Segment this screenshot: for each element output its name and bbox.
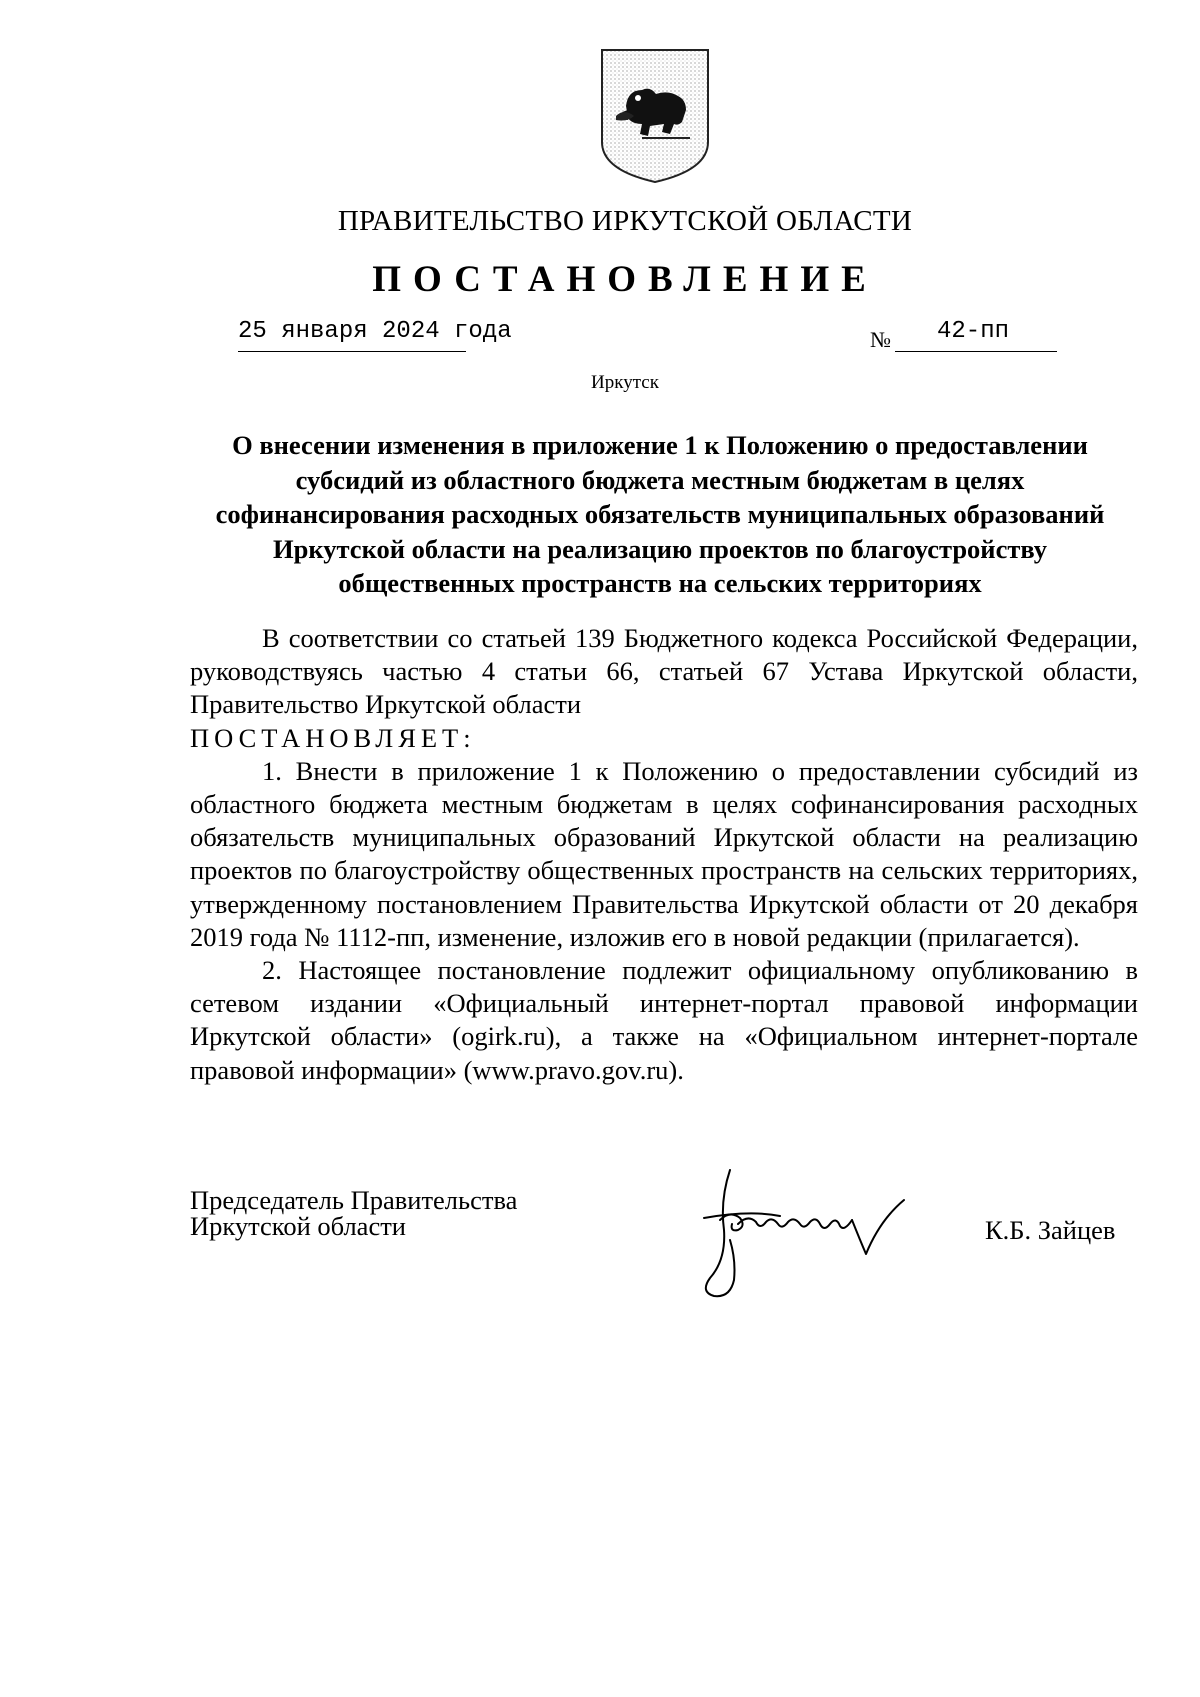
document-title: О внесении изменения в приложение 1 к Положению о предоставлении субсидий из областного бюджета местным бюджетам в целях софинансирования расходных обязательств муниципальных образований Иркутской области на реализацию проектов по благоустройству общественных пространств на сельских территориях: [215, 430, 1105, 598]
item-2-paragraph: 2. Настоящее постановление подлежит официальному опубликованию в сетевом издании «Официальный интернет-портал правовой информации Иркутской области» (ogirk.ru), а также на «Официальном интернет-портале правовой информации» (www.pravo.gov.ru).: [190, 955, 1138, 1085]
document-date-suffix: года: [454, 318, 512, 345]
signer-role-line-1: Председатель Правительства: [190, 1185, 518, 1215]
city-name: Иркутск: [591, 372, 659, 393]
signer-name: К.Б. Зайцев: [985, 1215, 1116, 1245]
signer-role-line-2: Иркутской области: [190, 1211, 406, 1241]
decree-word: ПОСТАНОВЛЯЕТ:: [190, 722, 476, 753]
document-date: 25 января 2024: [238, 318, 466, 352]
coat-of-arms-emblem: [598, 46, 712, 186]
handwritten-signature: [690, 1160, 930, 1300]
signer-role: [190, 1187, 517, 1239]
preamble-paragraph: В соответствии со статьей 139 Бюджетного кодекса Российской Федерации, руководствуясь частью 4 статьи 66, статьей 67 Устава Иркутской области, Правительство Иркутской области: [190, 623, 1138, 720]
document-number: 42-пп: [895, 318, 1057, 352]
document-type: ПОСТАНОВЛЕНИЕ: [372, 259, 878, 300]
item-1-paragraph: 1. Внести в приложение 1 к Положению о предоставлении субсидий из областного бюджета местным бюджетам в целях софинансирования расходных обязательств муниципальных образований Иркутской области на реализацию проектов по благоустройству общественных пространств на сельских территориях, утвержденному постановлением Правительства Иркутской области от 20 декабря 2019 года № 1112-пп, изменение, изложив его в новой редакции (прилагается).: [190, 755, 1138, 952]
number-label: №: [870, 327, 891, 352]
document-body: [190, 622, 1138, 1087]
government-name: ПРАВИТЕЛЬСТВО ИРКУТСКОЙ ОБЛАСТИ: [337, 205, 913, 237]
